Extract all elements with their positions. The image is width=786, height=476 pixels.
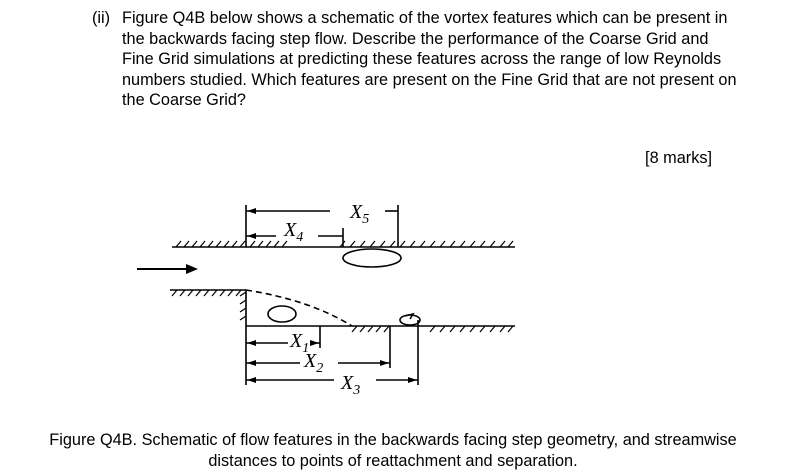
- x3-label: $X_3$: [341, 372, 361, 398]
- step-face-hatching: [240, 292, 246, 320]
- marks-label: [8 marks]: [645, 149, 712, 167]
- top-wall-hatching: [176, 241, 513, 247]
- arrowhead: [408, 377, 417, 383]
- inlet-wall-hatching: [172, 290, 241, 296]
- x1-label: $X_1$: [290, 330, 310, 356]
- bottom-wall-hatching: [352, 326, 513, 332]
- primary-vortex: [268, 306, 296, 322]
- arrowhead: [247, 377, 256, 383]
- secondary-vortex: [400, 315, 420, 325]
- question-number: (ii): [92, 9, 111, 27]
- top-wall-vortex: [343, 249, 401, 267]
- arrowhead: [247, 360, 256, 366]
- arrowhead: [247, 208, 256, 214]
- question-text: Figure Q4B below shows a schematic of the vortex features which can be present in the backwards facing step flow. Describe the performance of the Coarse Grid and Fine Grid simulations at predicting these features across the range of low Reynolds numbers studied. Which features are present on the Fine Grid that are not present on the Coarse Grid?: [122, 9, 737, 110]
- arrowhead: [310, 340, 319, 346]
- x4-label: $X_4$: [284, 219, 304, 245]
- arrowhead: [247, 340, 256, 346]
- x5-label: $X_5$: [350, 201, 370, 227]
- separation-streamline: [246, 290, 352, 326]
- arrowhead: [247, 233, 256, 239]
- x2-label: $X_2$: [304, 350, 324, 376]
- arrowhead: [380, 360, 389, 366]
- figure-caption: Figure Q4B. Schematic of flow features in the backwards facing step geometry, and streamwise distances to points of reattachment and separation.: [49, 431, 737, 470]
- flow-direction-arrow: [137, 264, 198, 274]
